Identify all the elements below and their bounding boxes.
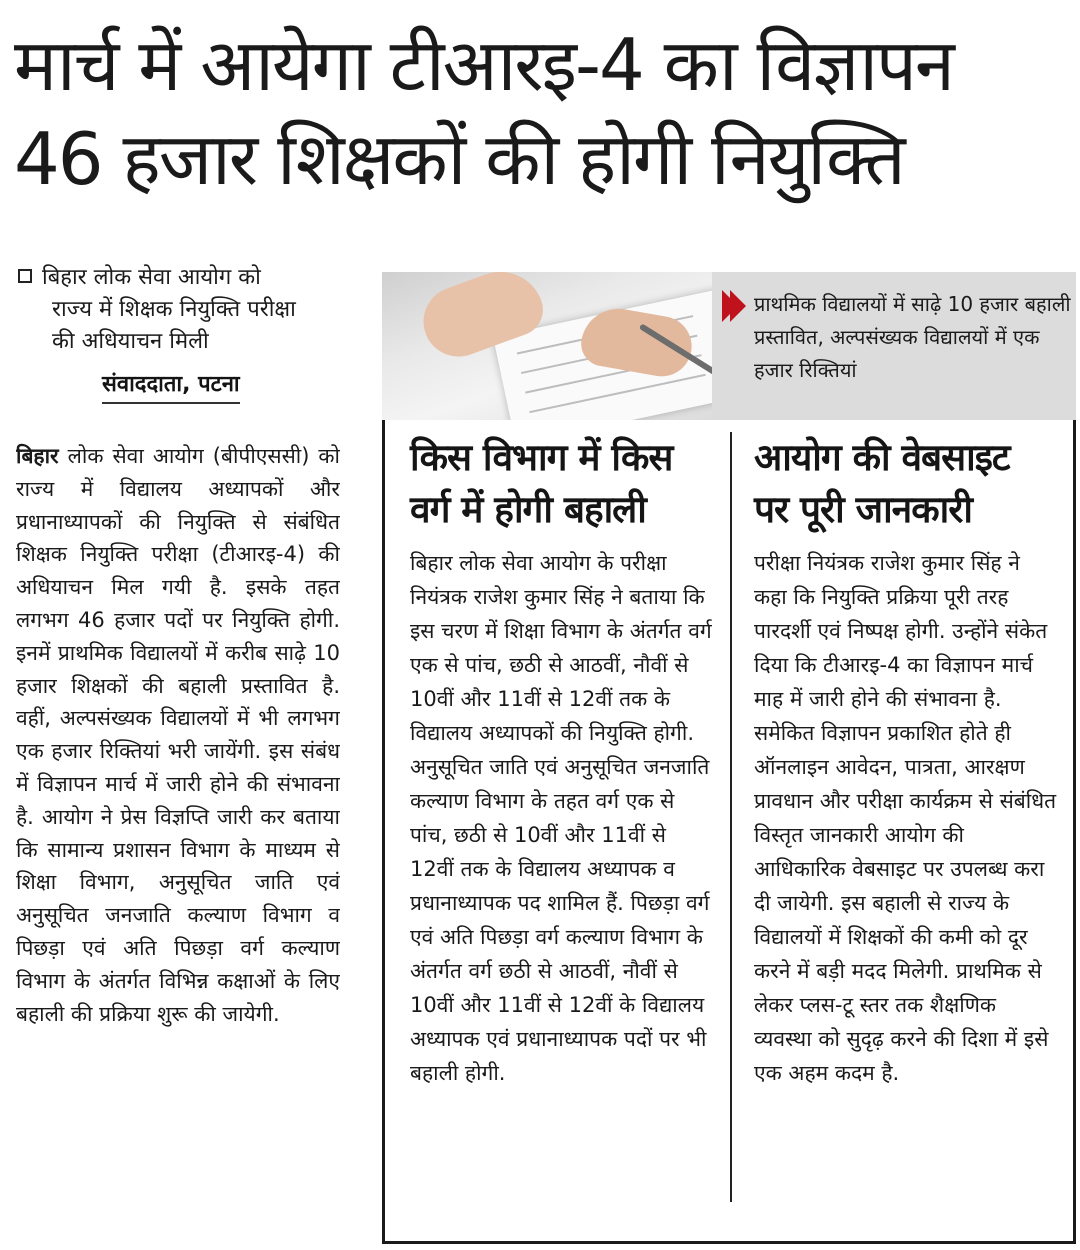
column-1-body: लोक सेवा आयोग (बीपीएससी) को राज्य में विद्यालय अध्यापकों और प्रधानाध्यापकों की नियुक्ति से संबंधित शिक्षक नियुक्ति परीक्षा (टीआरइ-4) की अधियाचन मिल गयी है. इसके तहत लगभग 46 हजार पदों पर नियुक्ति होगी. इनमें प्राथमिक विद्यालयों में करीब साढ़े 10 हजार शिक्षकों की बहाली प्रस्तावित है. वहीं, अल्पसंख्यक विद्यालयों में भी लगभग एक हजार रिक्तियां भरी जायेंगी. इस संबंध में विज्ञापन मार्च में जारी होने की संभावना है. आयोग ने प्रेस विज्ञप्ति जारी कर बताया कि सामान्य प्रशासन विभाग के माध्यम से शिक्षा विभाग, अनुसूचित जाति एवं अनुसूचित जनजाति कल्याण विभाग व पिछड़ा एवं अति पिछड़ा वर्ग कल्याण विभाग के अंतर्गत विभिन्न कक्षाओं के लिए बहाली की प्रक्रिया शुरू की जायेगी. [16,444,340,1026]
headline-line-1: मार्च में आयेगा टीआरइ-4 का विज्ञापन [14,23,953,107]
column-divider [730,432,732,1202]
byline: संवाददाता, पटना [102,368,240,404]
article-column-1 [16,440,340,1246]
highlight-callout [712,272,1076,420]
subhead-line-2: राज्य में शिक्षक नियुक्ति परीक्षा [52,297,296,322]
article-photo [382,272,712,420]
arrow-right-icon [730,290,746,322]
section-3-body: परीक्षा नियंत्रक राजेश कुमार सिंह ने कहा कि नियुक्ति प्रक्रिया पूरी तरह पारदर्शी एवं निष्पक्ष होगी. उन्होंने संकेत दिया कि टीआरइ-4 का विज्ञापन मार्च माह में जारी होने की संभावना है. समेकित विज्ञापन प्रकाशित होते ही ऑनलाइन आवेदन, पात्रता, आरक्षण प्रावधान और परीक्षा कार्यक्रम से संबंधित विस्तृत जानकारी आयोग की आधिकारिक वेबसाइट पर उपलब्ध करा दी जायेगी. इस बहाली से राज्य के विद्यालयों में शिक्षकों की कमी को दूर करने में बड़ी मदद मिलेगी. प्राथमिक से लेकर प्लस-टू स्तर तक शैक्षणिक व्यवस्था को सुदृढ़ करने की दिशा में इसे एक अहम कदम है. [754,551,1057,1085]
subhead-line-1: बिहार लोक सेवा आयोग को [42,265,261,290]
callout-text: प्राथमिक विद्यालयों में साढ़े 10 हजार बहाली प्रस्तावित, अल्पसंख्यक विद्यालयों में एक हजार रिक्तियां [754,292,1071,382]
lead-word: बिहार [16,444,59,468]
subheadline [18,262,348,358]
section-3-heading: आयोग की वेबसाइट पर पूरी जानकारी [754,436,1010,531]
section-2-body: बिहार लोक सेवा आयोग के परीक्षा नियंत्रक राजेश कुमार सिंह ने बताया कि इस चरण में शिक्षा विभाग के अंतर्गत वर्ग एक से पांच, छठी से आठवीं, नौवीं से 10वीं और 11वीं से 12वीं तक के विद्यालय अध्यापकों की नियुक्ति होगी. अनुसूचित जाति एवं अनुसूचित जनजाति कल्याण विभाग के तहत वर्ग एक से पांच, छठी से 10वीं और 11वीं से 12वीं तक के विद्यालय अध्यापक व प्रधानाध्यापक पद शामिल हैं. पिछड़ा वर्ग एवं अति पिछड़ा वर्ग कल्याण विभाग के अंतर्गत वर्ग छठी से आठवीं, नौवीं से 10वीं और 11वीं से 12वीं के विद्यालय अध्यापक एवं प्रधानाध्यापक पदों पर भी बहाली होगी. [410,551,712,1085]
headline-line-2: 46 हजार शिक्षकों की होगी नियुक्ति [14,117,904,201]
headline [14,18,1070,206]
bullet-box-icon [18,269,32,283]
section-2-heading: किस विभाग में किस वर्ग में होगी बहाली [410,436,673,531]
subhead-line-3: की अधियाचन मिली [52,329,209,354]
